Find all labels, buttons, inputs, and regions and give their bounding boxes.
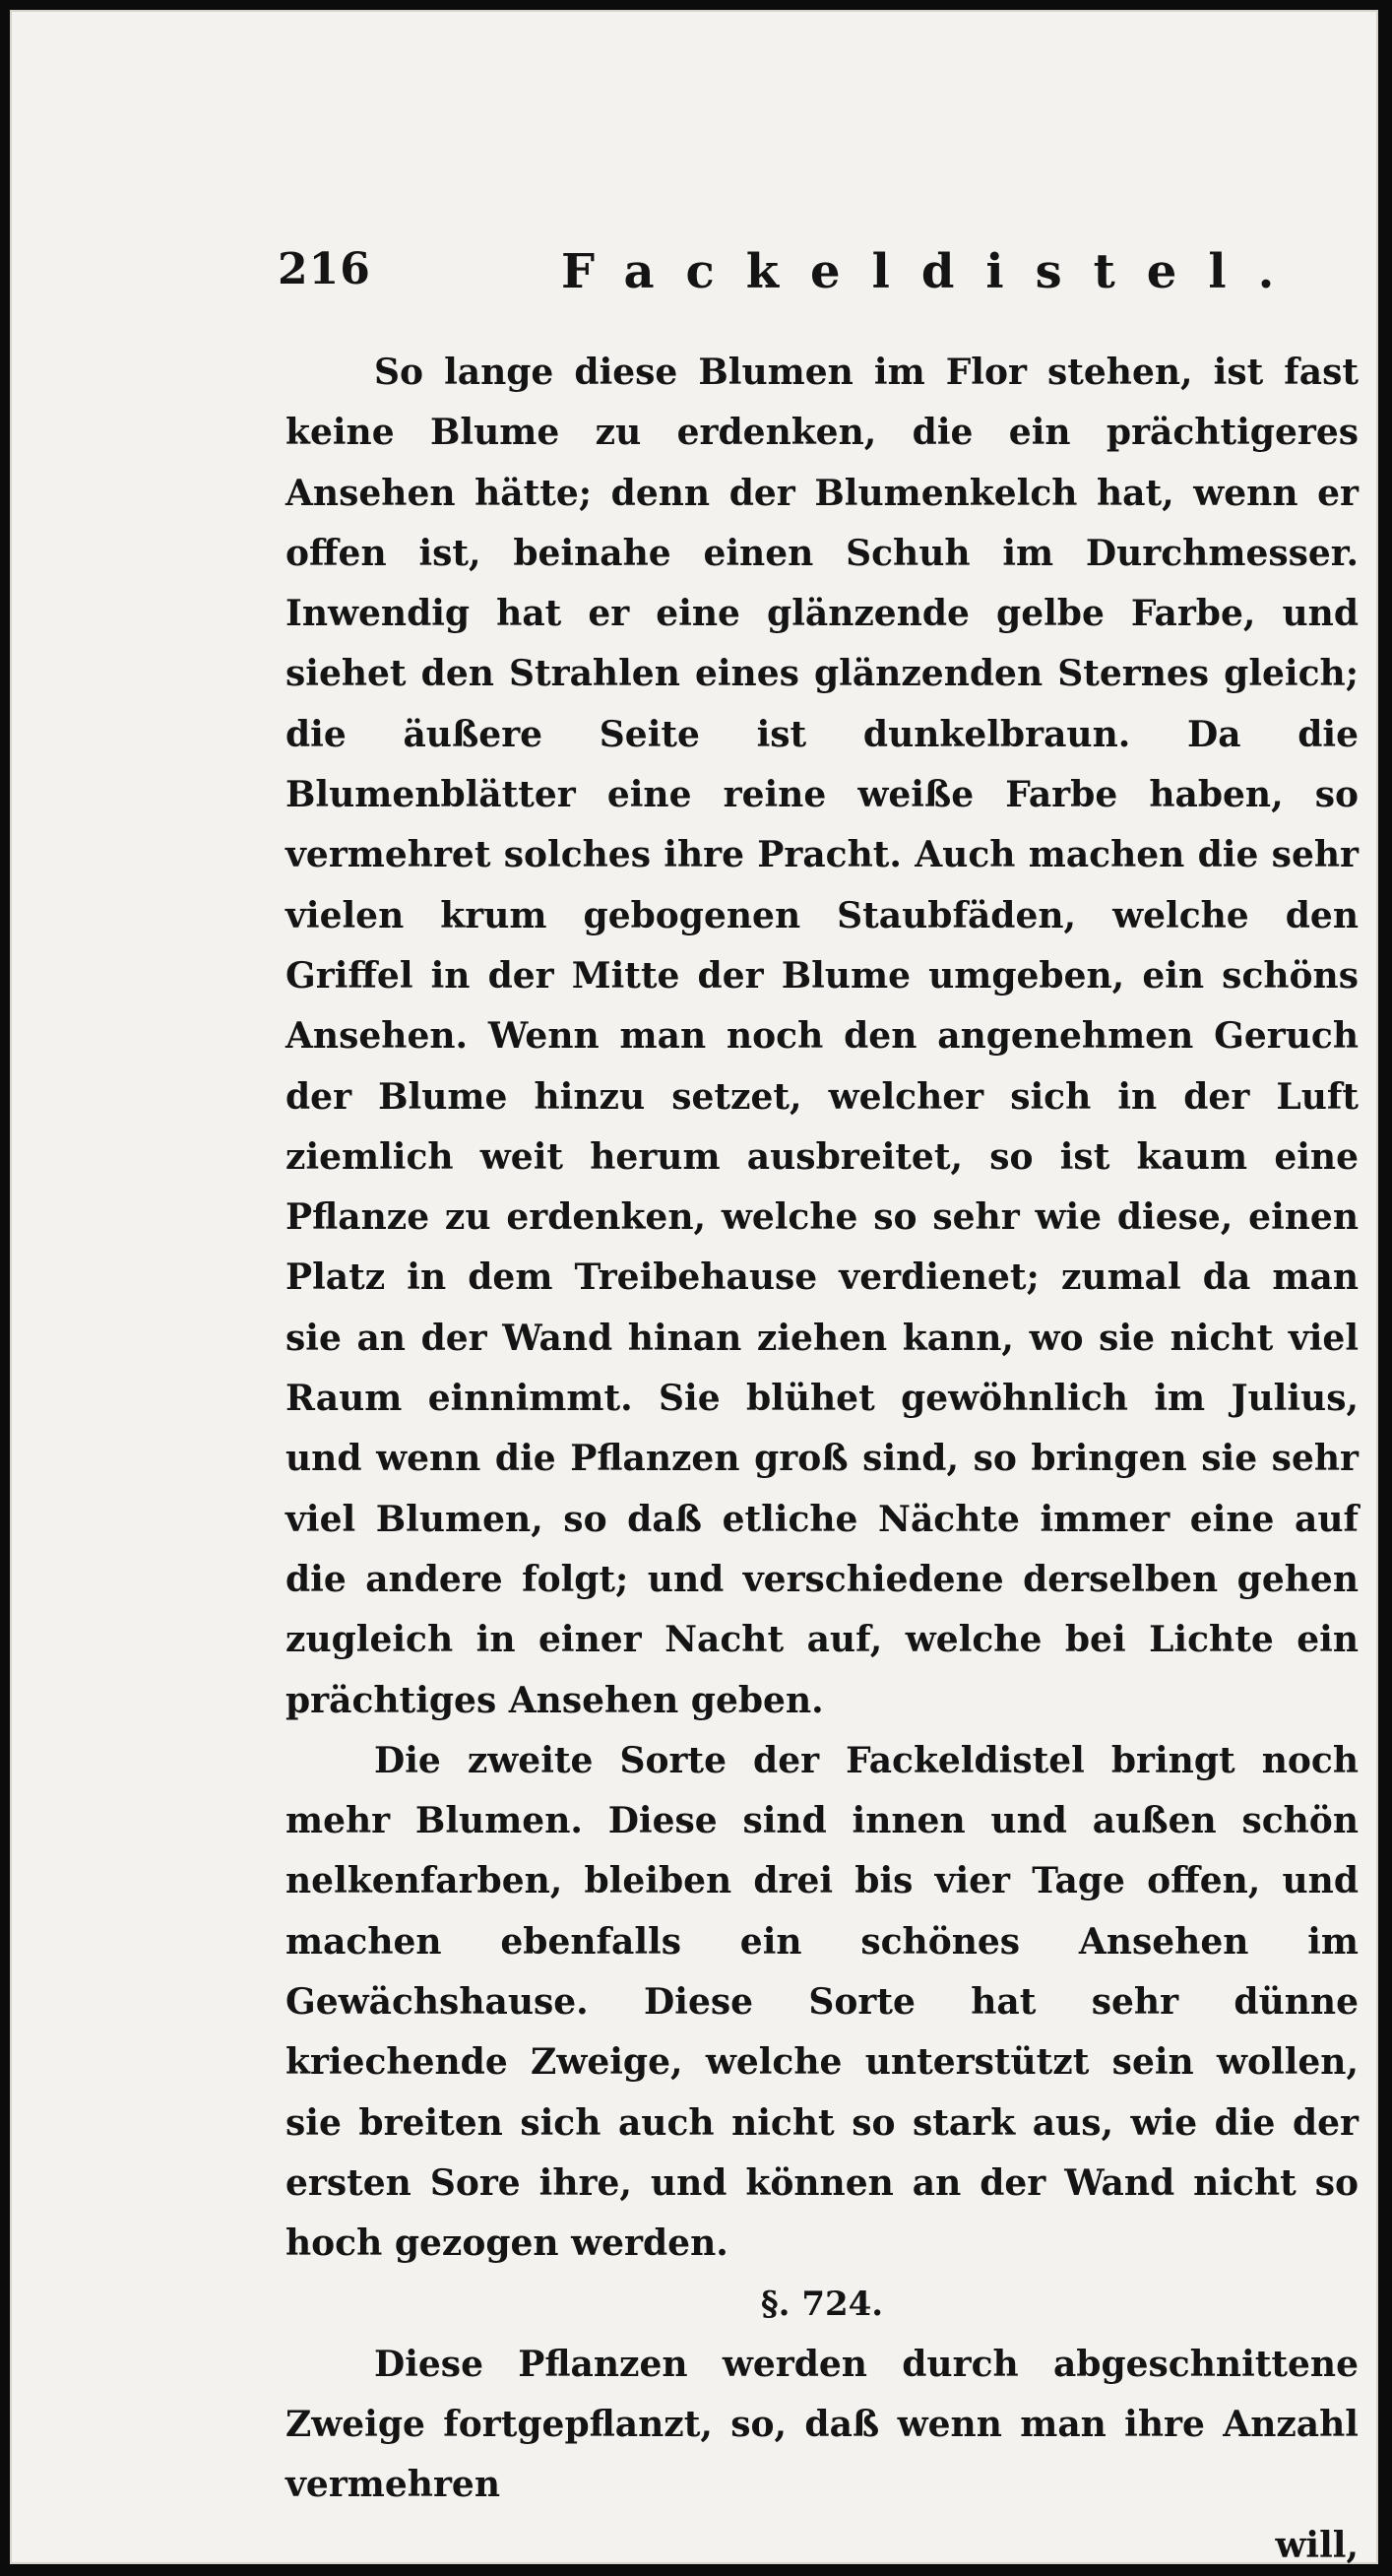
paragraph-1: So lange diese Blumen im Flor stehen, ist fast keine Blume zu erdenken, die ein prächtigeres Ansehen hätte; denn der Blumenkelch hat, wenn er offen ist, beinahe einen Schuh im Durchmesser. Inwendig hat er eine glänzende gelbe Farbe, und siehet den Strahlen eines glänzenden Sternes gleich; die äußere Seite ist dunkelbraun. Da die Blumenblätter eine reine weiße Farbe haben, so vermehret solches ihre Pracht. Auch machen die sehr vielen krum gebogenen Staubfäden, welche den Griffel in der Mitte der Blume umgeben, ein schöns Ansehen. Wenn man noch den angenehmen Geruch der Blume hinzu setzet, welcher sich in der Luft ziemlich weit herum ausbreitet, so ist kaum eine Pflanze zu erdenken, welche so sehr wie diese, einen Platz in dem Treibehause verdienet; zumal da man sie an der Wand hinan ziehen kann, wo sie nicht viel Raum einnimmt. Sie blühet gewöhnlich im Julius, und wenn die Pflanzen groß sind, so bringen sie sehr viel Blumen, so daß etliche Nächte immer eine auf die andere folgt; und verschiedene derselben gehen zugleich in einer Nacht auf, welche bei Lichte ein prächtiges Ansehen geben. bbox=[285, 352, 1359, 1721]
section-number: §. 724. bbox=[760, 2284, 884, 2324]
running-head: Fackeldistel. bbox=[561, 244, 1306, 299]
section-paragraph: Diese Pflanzen werden durch abgeschnittene Zweige fortgepflanzt, so, daß wenn man ihre Anzahl vermehren bbox=[285, 2343, 1359, 2506]
catchword: will, bbox=[1275, 2524, 1359, 2566]
page-number: 216 bbox=[278, 244, 371, 294]
book-page bbox=[10, 10, 1378, 2564]
paragraph-2: Die zweite Sorte der Fackeldistel bringt noch mehr Blumen. Diese sind innen und außen schön nelkenfarben, bleiben drei bis vier Tage offen, und machen ebenfalls ein schönes Ansehen im Gewächshause. Diese Sorte hat sehr dünne kriechende Zweige, welche unterstützt sein wollen, sie breiten sich auch nicht so stark aus, wie die der ersten Sore ihre, und können an der Wand nicht so hoch gezogen werden. bbox=[285, 1739, 1359, 2265]
page-content bbox=[278, 244, 1359, 2576]
page-header bbox=[278, 244, 1359, 321]
